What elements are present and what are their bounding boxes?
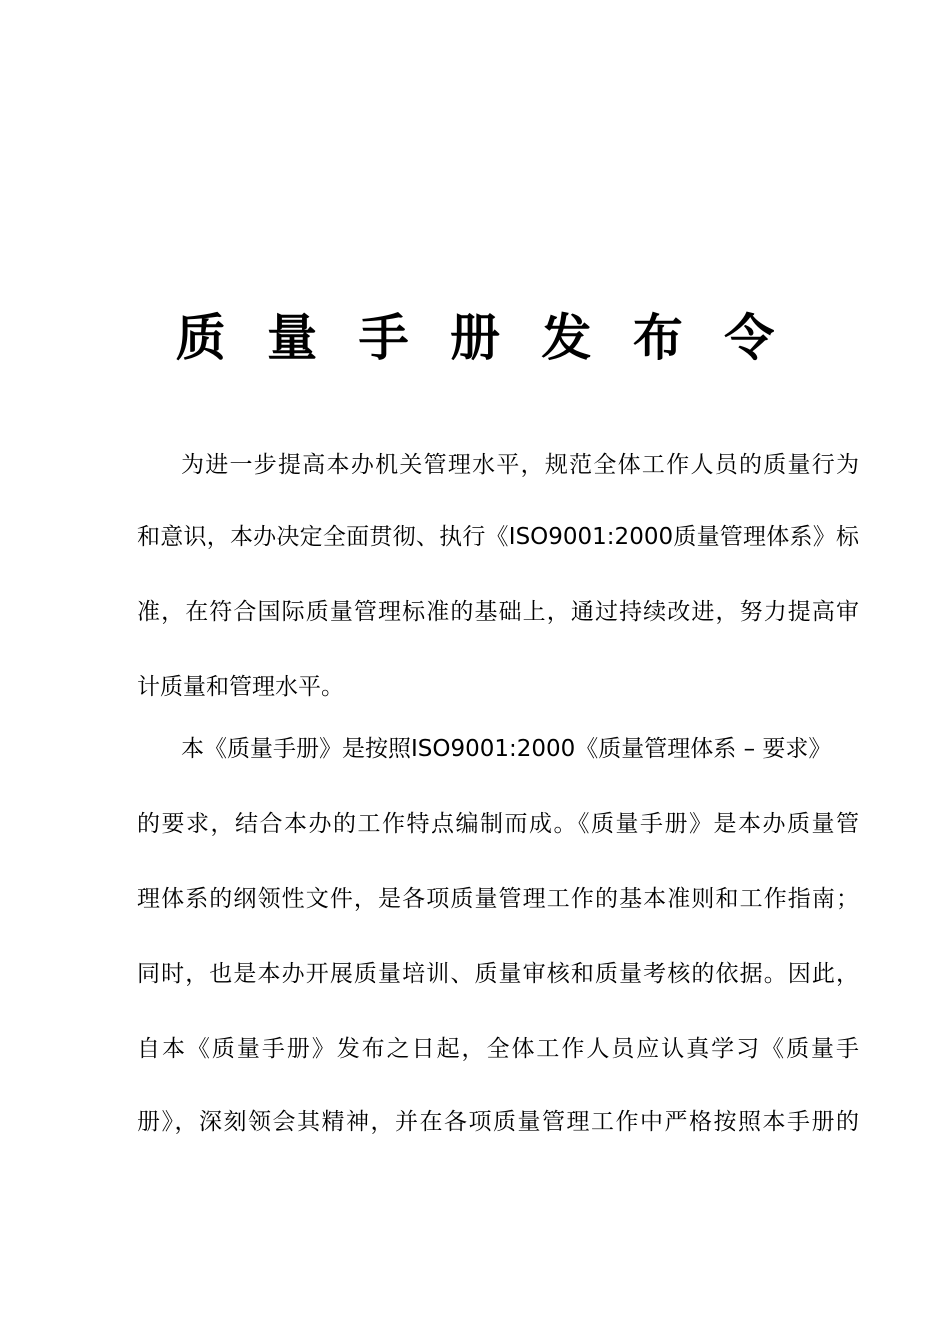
title-char: 布 [632,308,683,367]
page-title [0,300,950,376]
title-char: 册 [450,308,500,367]
paragraph-line: 和意识，本办决定全面贯彻、执行《ISO9001:2000质量管理体系》标 [137,524,859,550]
title-char: 质 [175,308,226,367]
paragraph-line: 本《质量手册》是按照ISO9001:2000《质量管理体系 – 要求》 [181,736,832,762]
title-char: 发 [541,308,592,367]
paragraph-line: 自本《质量手册》发布之日起，全体工作人员应认真学习《质量手 [137,1036,859,1062]
paragraph-line: 计质量和管理水平。 [137,674,344,700]
paragraph-line: 理体系的纲领性文件，是各项质量管理工作的基本准则和工作指南； [137,886,859,912]
paragraph-line: 准，在符合国际质量管理标准的基础上，通过持续改进，努力提高审 [137,599,859,625]
paragraph-line: 册》，深刻领会其精神，并在各项质量管理工作中严格按照本手册的 [137,1109,859,1135]
paragraph-line: 同时，也是本办开展质量培训、质量审核和质量考核的依据。因此， [137,961,859,987]
title-char: 令 [724,308,775,367]
title-char: 手 [358,308,409,367]
paragraph-line: 为进一步提高本办机关管理水平，规范全体工作人员的质量行为 [181,452,859,478]
title-char: 量 [267,308,318,367]
paragraph-line: 的要求，结合本办的工作特点编制而成。《质量手册》是本办质量管 [137,811,859,837]
